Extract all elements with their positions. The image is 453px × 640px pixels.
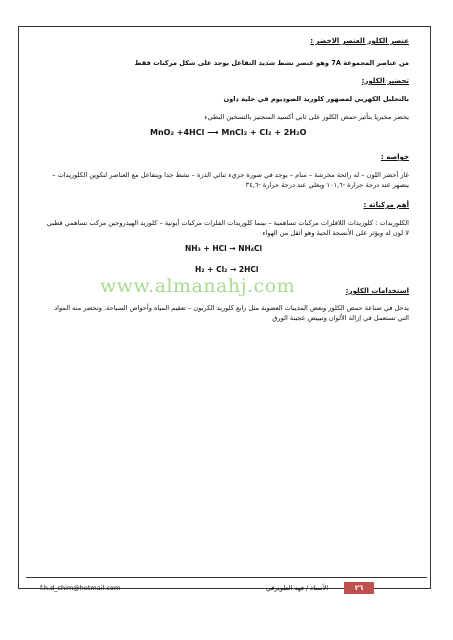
equation-h2-cl2: H₂ + Cl₂ → 2HCl (195, 265, 259, 274)
equation-mno2: MnO₂ +4HCl ⟶ MnCl₂ + Cl₂ + 2H₂O (150, 128, 307, 137)
chlorine-intro-text: من عناصر المجموعة 7A وهو عنصر نشط شديد التفاعل يوجد على شكل مركبات فقط (134, 59, 409, 67)
properties-text: غاز أخضر اللون – له رائحة مخرشة – سام – يوجد في صورة جزيء ثنائي الذرة – نشط جدا ويتفاعل مع العناصر لتكوين الكلوريدات – ينصهر عند درجة حرارة -١٠١,٦ ويغلي عند درجة حرارة -٣٤,٦ (52, 171, 409, 189)
page-number-badge: ٢٦ (344, 582, 374, 594)
section-heading-chlorine: عنصر الكلور العنصر الاخضر : (310, 37, 409, 45)
footer-teacher-name: الأستاذ / فهد الطويرقي (266, 584, 329, 592)
equation-nh3-hcl: NH₃ + HCl → NH₄Cl (185, 244, 263, 253)
section-heading-compounds: أهم مركباته : (363, 201, 409, 209)
watermark-text: www.almanahj.com (100, 275, 296, 297)
footer-divider (26, 577, 427, 578)
uses-text: يدخل في صناعة حمض الكلور وبعض المذيبات العضوية مثل رابع كلوريد الكربون – تعقيم المياه وأحواض السباحة. وتحضر منه المواد التي تستعمل في إزالة الألوان وتبييض عجينة الورق (54, 304, 409, 322)
compounds-text: الكلوريدات : كلوريدات اللافلزات مركبات تساهمية – بينما كلوريدات الفلزات مركبات أيونية – كلوريد الهيدروجين مركب تساهمي قطبي لا لون له ويؤثر على الأنسجة الحية وهو أثقل من الهواء (46, 219, 409, 237)
section-heading-uses: استخدامات الكلور: (345, 287, 409, 295)
preparation-text-2: يحضر مخبريا بتأثير حمض الكلور على ثاني أكسيد المنجنيز بالتسخين البطيء (204, 113, 409, 121)
section-heading-preparation: تحضير الكلور: (361, 77, 409, 85)
footer-email: f.h.d_chim@hotmail.com (40, 584, 121, 592)
section-heading-properties: خواصه : (380, 153, 409, 161)
preparation-text-1: بالتحليل الكهربي لمصهور كلوريد الصوديوم في خلية داون (223, 95, 409, 103)
